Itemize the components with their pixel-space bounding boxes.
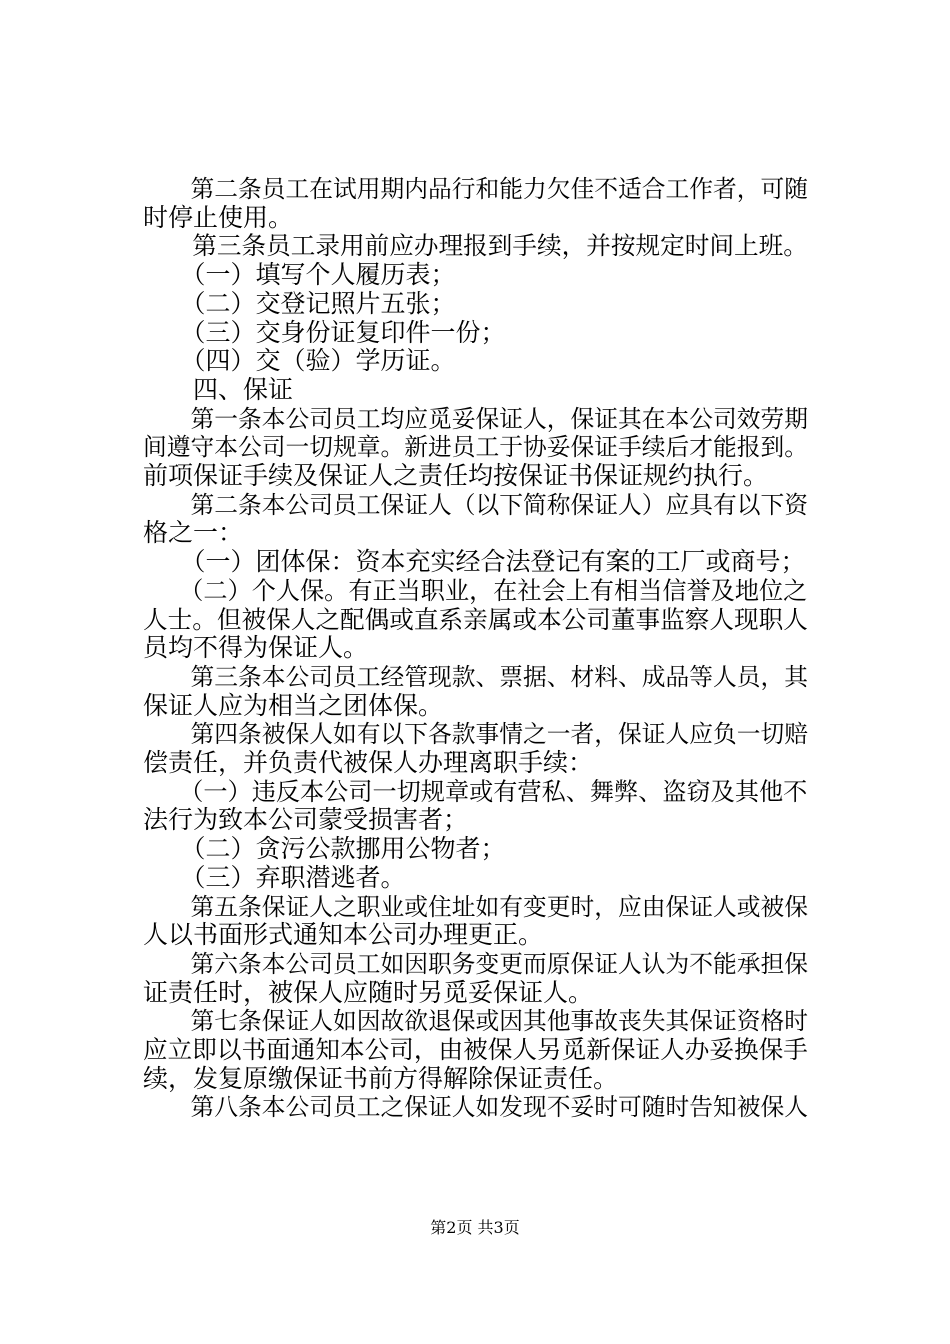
text-line: 人以书面形式通知本公司办理更正。 — [143, 920, 544, 950]
text-line: 续，发复原缴保证书前方得解除保证责任。 — [143, 1063, 619, 1093]
text-line: 人士。但被保人之配偶或直系亲属或本公司董事监察人现职人 — [143, 604, 808, 634]
text-line: 四、保证 — [143, 374, 294, 404]
text-line: （二）贪污公款挪用公物者； — [143, 834, 506, 864]
text-line: 法行为致本公司蒙受损害者； — [143, 805, 469, 835]
text-line: 第三条本公司员工经管现款、票据、材料、成品等人员，其 — [143, 662, 809, 691]
text-line: 第六条本公司员工如因职务变更而原保证人认为不能承担保 — [143, 949, 809, 978]
text-line: （三）弃职潜逃者。 — [143, 862, 406, 892]
text-line: （一）团体保：资本充实经合法登记有案的工厂或商号； — [143, 547, 806, 577]
text-line: 时停止使用。 — [143, 202, 294, 232]
text-line: （二）个人保。有正当职业，在社会上有相当信誉及地位之 — [143, 576, 808, 605]
text-line: 格之一： — [143, 518, 244, 548]
text-line: （一）违反本公司一切规章或有营私、舞弊、盗窃及其他不 — [143, 777, 808, 806]
text-line: （一）填写个人履历表； — [143, 260, 456, 290]
text-line: （二）交登记照片五张； — [143, 288, 456, 318]
text-line: 员均不得为保证人。 — [143, 633, 369, 663]
text-line: 第三条员工录用前应办理报到手续，并按规定时间上班。 — [143, 231, 808, 261]
text-line: 第七条保证人如因故欲退保或因其他事故丧失其保证资格时 — [143, 1007, 809, 1036]
text-line: 第四条被保人如有以下各款事情之一者，保证人应负一切赔 — [143, 720, 809, 749]
text-line: 第二条本公司员工保证人（以下简称保证人）应具有以下资 — [143, 490, 809, 519]
text-line: 第八条本公司员工之保证人如发现不妥时可随时告知被保人 — [143, 1093, 809, 1122]
text-line: 第一条本公司员工均应觅妥保证人，保证其在本公司效劳期 — [143, 404, 809, 433]
text-line: 证责任时，被保人应随时另觅妥保证人。 — [143, 977, 594, 1007]
text-line: 应立即以书面通知本公司，由被保人另觅新保证人办妥换保手 — [143, 1035, 808, 1064]
text-line: 偿责任，并负责代被保人办理离职手续： — [143, 748, 594, 777]
text-line: 间遵守本公司一切规章。新进员工于协妥保证手续后才能报到。 — [143, 433, 809, 462]
page-footer: 第2页 共3页 — [430, 1218, 520, 1237]
text-line: 第五条保证人之职业或住址如有变更时，应由保证人或被保 — [143, 892, 809, 921]
text-line: （四）交（验）学历证。 — [143, 346, 456, 376]
text-line: 保证人应为相当之团体保。 — [143, 690, 444, 720]
text-line: 前项保证手续及保证人之责任均按保证书保证规约执行。 — [143, 461, 769, 490]
text-line: （三）交身份证复印件一份； — [143, 317, 506, 347]
text-line: 第二条员工在试用期内品行和能力欠佳不适合工作者，可随 — [143, 175, 809, 203]
